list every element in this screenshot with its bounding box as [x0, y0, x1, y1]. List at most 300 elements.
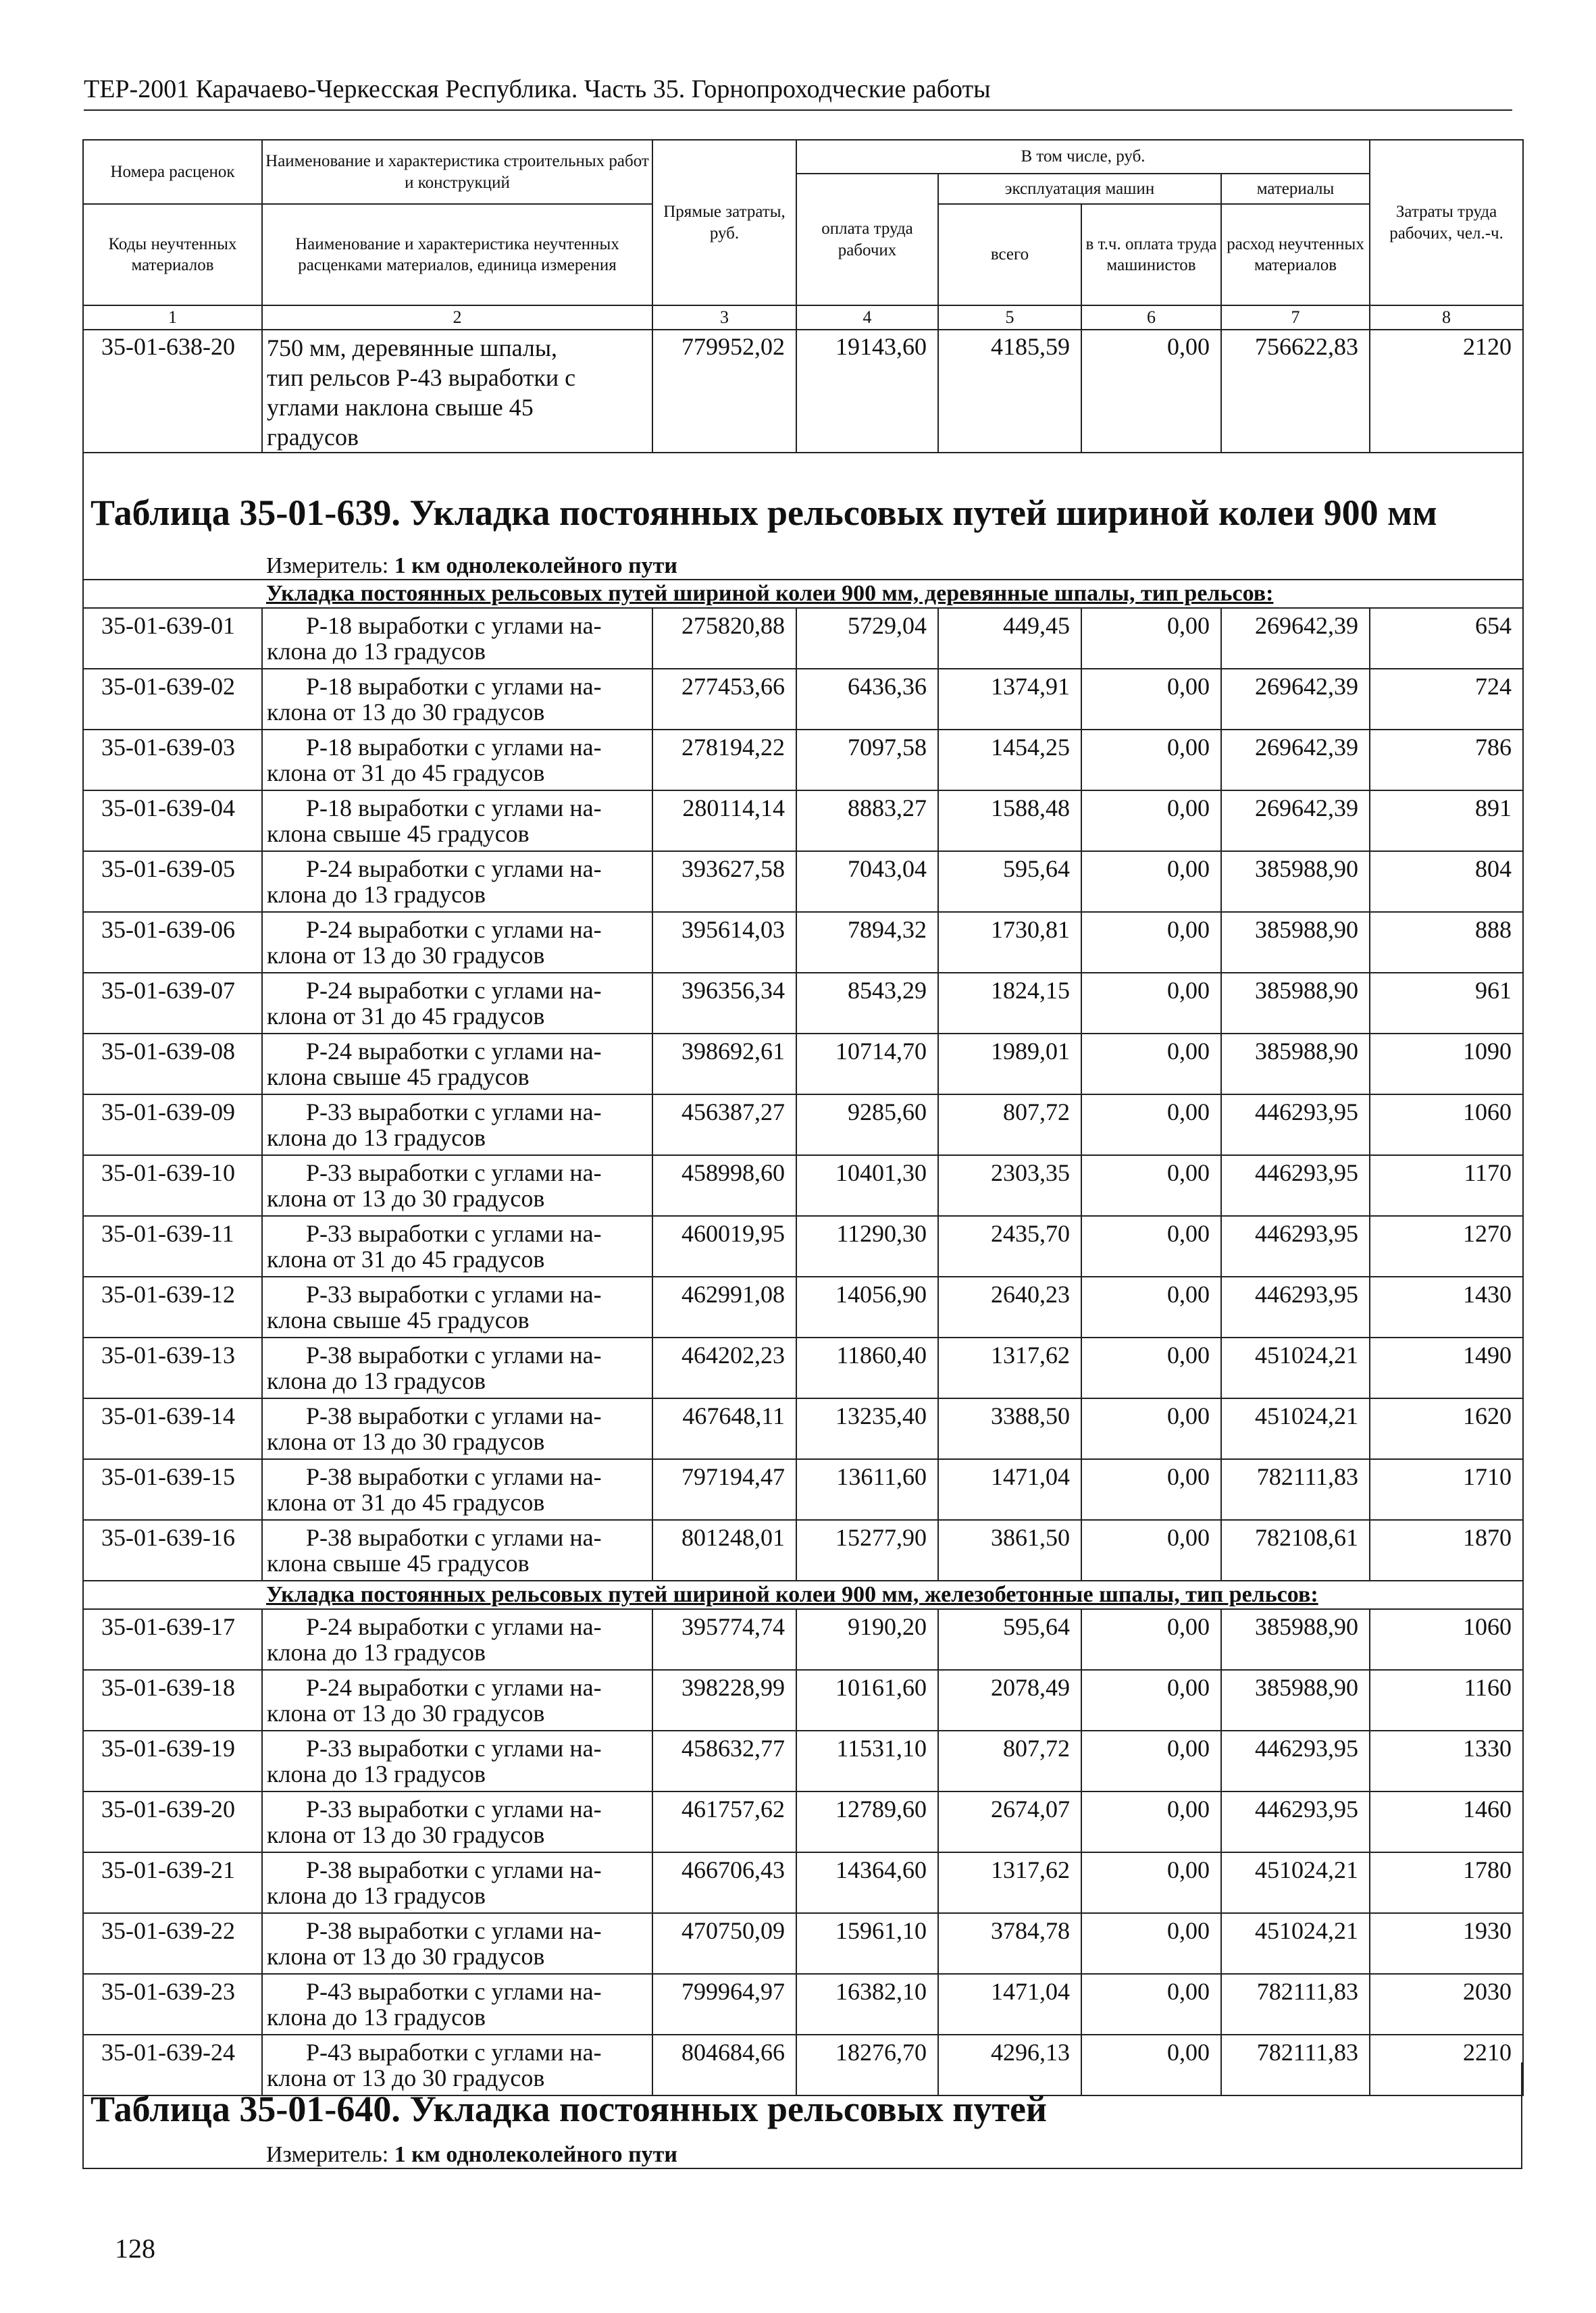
rate-description	[262, 1459, 652, 1520]
direct-costs-value: 801248,01	[652, 1520, 796, 1581]
group-title: Укладка постоянных рельсовых путей шириной колеи 900 мм, деревянные шпалы, тип рельсов:	[266, 581, 1274, 606]
rate-code: 35-01-638-20	[83, 330, 262, 453]
materials-value: 269642,39	[1221, 608, 1370, 669]
description-line: 750 мм, деревянные шпалы,	[267, 334, 558, 361]
table-row	[83, 1670, 1523, 1731]
machinist-wages-value: 0,00	[1081, 1034, 1221, 1094]
machine-total-value: 1317,62	[938, 1338, 1081, 1398]
column-number: 3	[652, 305, 796, 330]
direct-costs-value: 467648,11	[652, 1398, 796, 1459]
direct-costs-value: 470750,09	[652, 1913, 796, 1974]
table-row	[83, 669, 1523, 730]
labor-costs-value: 2120	[1370, 330, 1523, 453]
direct-costs-value: 395614,03	[652, 912, 796, 973]
description-line: Р-24 выработки с углами на-	[306, 977, 602, 1004]
worker-wages-value: 5729,04	[796, 608, 938, 669]
header-direct-costs: Прямые затраты, руб.	[652, 140, 796, 305]
description-line: Р-18 выработки с углами на-	[306, 612, 602, 639]
description-line: Р-24 выработки с углами на-	[306, 855, 602, 882]
description-line: клона от 31 до 45 градусов	[267, 1489, 545, 1516]
direct-costs-value: 462991,08	[652, 1277, 796, 1338]
machine-total-value: 4296,13	[938, 2035, 1081, 2095]
group-title: Укладка постоянных рельсовых путей шириной колеи 900 мм, железобетонные шпалы, тип рельсов:	[266, 1582, 1318, 1607]
labor-costs-value: 1430	[1370, 1277, 1523, 1338]
materials-value: 385988,90	[1221, 851, 1370, 912]
machine-total-value: 1730,81	[938, 912, 1081, 973]
machine-total-value: 2640,23	[938, 1277, 1081, 1338]
machine-total-value: 1824,15	[938, 973, 1081, 1034]
rate-description	[262, 1155, 652, 1216]
header-unaccounted-material-name: Наименование и характеристика неучтенных расценками материалов, единица измерения	[262, 204, 652, 305]
labor-costs-value: 2030	[1370, 1974, 1523, 2035]
main-table	[82, 139, 1524, 2096]
header-labor-costs: Затраты труда рабочих, чел.-ч.	[1370, 140, 1523, 305]
rate-code: 35-01-639-11	[83, 1216, 262, 1277]
materials-value: 385988,90	[1221, 1034, 1370, 1094]
machinist-wages-value: 0,00	[1081, 2035, 1221, 2095]
machine-total-value: 807,72	[938, 1731, 1081, 1791]
machine-total-value: 3861,50	[938, 1520, 1081, 1581]
direct-costs-value: 804684,66	[652, 2035, 796, 2095]
header-machinist-wages: в т.ч. оплата труда машинистов	[1081, 204, 1221, 305]
rate-code: 35-01-639-13	[83, 1338, 262, 1398]
labor-costs-value: 1160	[1370, 1670, 1523, 1731]
machine-total-value: 807,72	[938, 1094, 1081, 1155]
machine-total-value: 595,64	[938, 851, 1081, 912]
rate-code: 35-01-639-17	[83, 1609, 262, 1670]
materials-value: 782111,83	[1221, 1974, 1370, 2035]
rate-description	[262, 790, 652, 851]
header-including: В том числе, руб.	[796, 140, 1370, 174]
machine-total-value: 1374,91	[938, 669, 1081, 730]
description-line: Р-43 выработки с углами на-	[306, 1978, 602, 2005]
worker-wages-value: 11531,10	[796, 1731, 938, 1791]
direct-costs-value: 398692,61	[652, 1034, 796, 1094]
worker-wages-value: 15277,90	[796, 1520, 938, 1581]
rate-code: 35-01-639-22	[83, 1913, 262, 1974]
machinist-wages-value: 0,00	[1081, 1731, 1221, 1791]
table-row	[83, 1338, 1523, 1398]
rate-description	[262, 730, 652, 790]
rate-code: 35-01-639-02	[83, 669, 262, 730]
description-line: Р-24 выработки с углами на-	[306, 1613, 602, 1640]
machine-total-value: 2674,07	[938, 1791, 1081, 1852]
materials-value: 269642,39	[1221, 669, 1370, 730]
table-640-measure-row	[83, 2130, 1522, 2168]
table-row	[83, 1852, 1523, 1913]
materials-value: 782108,61	[1221, 1520, 1370, 1581]
description-line: градусов	[267, 424, 359, 451]
worker-wages-value: 10161,60	[796, 1670, 938, 1731]
direct-costs-value: 393627,58	[652, 851, 796, 912]
header-material-consumption: расход неучтенных материалов	[1221, 204, 1370, 305]
description-line: клона до 13 градусов	[267, 1760, 486, 1787]
worker-wages-value: 10401,30	[796, 1155, 938, 1216]
worker-wages-value: 16382,10	[796, 1974, 938, 2035]
machinist-wages-value: 0,00	[1081, 912, 1221, 973]
materials-value: 446293,95	[1221, 1791, 1370, 1852]
materials-value: 385988,90	[1221, 912, 1370, 973]
labor-costs-value: 1170	[1370, 1155, 1523, 1216]
machine-total-value: 1588,48	[938, 790, 1081, 851]
description-line: тип рельсов Р-43 выработки с	[267, 364, 576, 391]
labor-costs-value: 1490	[1370, 1338, 1523, 1398]
description-line: Р-24 выработки с углами на-	[306, 916, 602, 943]
description-line: клона до 13 градусов	[267, 1367, 486, 1394]
description-line: клона от 31 до 45 градусов	[267, 1002, 545, 1030]
description-line: Р-18 выработки с углами на-	[306, 673, 602, 700]
rate-description	[262, 973, 652, 1034]
page-header: ТЕР-2001 Карачаево-Черкесская Республика. Часть 35. Горнопроходческие работы	[84, 74, 1512, 111]
materials-value: 446293,95	[1221, 1094, 1370, 1155]
materials-value: 385988,90	[1221, 1609, 1370, 1670]
materials-value: 446293,95	[1221, 1216, 1370, 1277]
header-machine-operation: эксплуатация машин	[938, 174, 1221, 204]
table-row	[83, 608, 1523, 669]
rate-description	[262, 669, 652, 730]
labor-costs-value: 1780	[1370, 1852, 1523, 1913]
description-line: Р-18 выработки с углами на-	[306, 794, 602, 821]
machine-total-value: 2303,35	[938, 1155, 1081, 1216]
machine-total-value: 1989,01	[938, 1034, 1081, 1094]
table-row	[83, 851, 1523, 912]
group-header-row	[83, 1581, 1523, 1609]
table-640-title-row	[83, 2062, 1522, 2130]
table-row	[83, 1791, 1523, 1852]
machine-total-value: 4185,59	[938, 330, 1081, 453]
description-line: клона от 13 до 30 градусов	[267, 2064, 545, 2091]
table-639-body	[83, 580, 1523, 2095]
description-line: Р-24 выработки с углами на-	[306, 1674, 602, 1701]
materials-value: 446293,95	[1221, 1155, 1370, 1216]
description-line: клона до 13 градусов	[267, 1882, 486, 1909]
worker-wages-value: 18276,70	[796, 2035, 938, 2095]
header-rate-numbers: Номера расценок	[83, 140, 262, 204]
description-line: Р-38 выработки с углами на-	[306, 1524, 602, 1551]
worker-wages-value: 13611,60	[796, 1459, 938, 1520]
description-line: клона от 13 до 30 градусов	[267, 942, 545, 969]
machinist-wages-value: 0,00	[1081, 1155, 1221, 1216]
rate-code: 35-01-639-01	[83, 608, 262, 669]
column-number: 1	[83, 305, 262, 330]
table-row	[83, 1398, 1523, 1459]
direct-costs-value: 398228,99	[652, 1670, 796, 1731]
rate-code: 35-01-639-16	[83, 1520, 262, 1581]
description-line: Р-38 выработки с углами на-	[306, 1856, 602, 1883]
description-line: Р-33 выработки с углами на-	[306, 1098, 602, 1125]
labor-costs-value: 1330	[1370, 1731, 1523, 1791]
rate-code: 35-01-639-04	[83, 790, 262, 851]
labor-costs-value: 1870	[1370, 1520, 1523, 1581]
rate-description	[262, 1216, 652, 1277]
column-number: 5	[938, 305, 1081, 330]
machinist-wages-value: 0,00	[1081, 973, 1221, 1034]
description-line: Р-38 выработки с углами на-	[306, 1342, 602, 1369]
description-line: Р-24 выработки с углами на-	[306, 1038, 602, 1065]
header-material-codes: Коды неучтенных материалов	[83, 204, 262, 305]
rate-description	[262, 1974, 652, 2035]
description-line: Р-18 выработки с углами на-	[306, 734, 602, 761]
rate-description	[262, 1670, 652, 1731]
worker-wages-value: 14056,90	[796, 1277, 938, 1338]
machine-total-value: 595,64	[938, 1609, 1081, 1670]
machinist-wages-value: 0,00	[1081, 608, 1221, 669]
materials-value: 446293,95	[1221, 1277, 1370, 1338]
column-numbers-row	[83, 305, 1523, 330]
machinist-wages-value: 0,00	[1081, 1974, 1221, 2035]
machinist-wages-value: 0,00	[1081, 330, 1221, 453]
description-line: Р-33 выработки с углами на-	[306, 1281, 602, 1308]
description-line: клона от 31 до 45 градусов	[267, 1246, 545, 1273]
table-639-title: Таблица 35-01-639. Укладка постоянных рельсовых путей шириной колеи 900 мм	[91, 492, 1437, 533]
description-line: клона до 13 градусов	[267, 2004, 486, 2031]
machinist-wages-value: 0,00	[1081, 1338, 1221, 1398]
machine-total-value: 2078,49	[938, 1670, 1081, 1731]
worker-wages-value: 12789,60	[796, 1791, 938, 1852]
direct-costs-value: 464202,23	[652, 1338, 796, 1398]
description-line: Р-38 выработки с углами на-	[306, 1463, 602, 1490]
labor-costs-value: 1930	[1370, 1913, 1523, 1974]
machinist-wages-value: 0,00	[1081, 1852, 1221, 1913]
rate-description	[262, 1338, 652, 1398]
rate-description	[262, 608, 652, 669]
description-line: Р-33 выработки с углами на-	[306, 1220, 602, 1247]
materials-value: 451024,21	[1221, 1913, 1370, 1974]
description-line: клона от 13 до 30 градусов	[267, 1700, 545, 1727]
description-line: клона до 13 градусов	[267, 1124, 486, 1151]
description-line: клона до 13 градусов	[267, 1639, 486, 1666]
description-line: клона до 13 градусов	[267, 638, 486, 665]
machinist-wages-value: 0,00	[1081, 1216, 1221, 1277]
table-row	[83, 912, 1523, 973]
group-header-row	[83, 580, 1523, 608]
materials-value: 756622,83	[1221, 330, 1370, 453]
worker-wages-value: 11290,30	[796, 1216, 938, 1277]
description-line: клона свыше 45 градусов	[267, 1306, 530, 1333]
column-number: 7	[1221, 305, 1370, 330]
direct-costs-value: 799964,97	[652, 1974, 796, 2035]
labor-costs-value: 724	[1370, 669, 1523, 730]
machinist-wages-value: 0,00	[1081, 1609, 1221, 1670]
rate-code: 35-01-639-20	[83, 1791, 262, 1852]
machinist-wages-value: 0,00	[1081, 730, 1221, 790]
machine-total-value: 1317,62	[938, 1852, 1081, 1913]
direct-costs-value: 280114,14	[652, 790, 796, 851]
column-number: 6	[1081, 305, 1221, 330]
materials-value: 269642,39	[1221, 790, 1370, 851]
direct-costs-value: 396356,34	[652, 973, 796, 1034]
description-line: Р-33 выработки с углами на-	[306, 1735, 602, 1762]
measure-label: Измеритель:	[266, 2142, 389, 2167]
labor-costs-value: 1460	[1370, 1791, 1523, 1852]
rate-code: 35-01-639-19	[83, 1731, 262, 1791]
rate-description	[262, 330, 652, 453]
machine-total-value: 3784,78	[938, 1913, 1081, 1974]
labor-costs-value: 961	[1370, 973, 1523, 1034]
table-row	[83, 1459, 1523, 1520]
labor-costs-value: 1710	[1370, 1459, 1523, 1520]
rate-description	[262, 1609, 652, 1670]
description-line: Р-33 выработки с углами на-	[306, 1159, 602, 1186]
measure-value: 1 км однолеколейного пути	[394, 2142, 677, 2167]
worker-wages-value: 8543,29	[796, 973, 938, 1034]
header-worker-wages: оплата труда рабочих	[796, 174, 938, 305]
rate-code: 35-01-639-21	[83, 1852, 262, 1913]
description-line: клона до 13 градусов	[267, 881, 486, 908]
rate-code: 35-01-639-10	[83, 1155, 262, 1216]
description-line: клона свыше 45 градусов	[267, 1063, 530, 1090]
table-row	[83, 1034, 1523, 1094]
direct-costs-value: 458998,60	[652, 1155, 796, 1216]
table-row	[83, 1913, 1523, 1974]
table-row	[83, 1731, 1523, 1791]
machinist-wages-value: 0,00	[1081, 851, 1221, 912]
worker-wages-value: 9285,60	[796, 1094, 938, 1155]
direct-costs-value: 456387,27	[652, 1094, 796, 1155]
machine-total-value: 3388,50	[938, 1398, 1081, 1459]
worker-wages-value: 7043,04	[796, 851, 938, 912]
description-line: клона от 13 до 30 градусов	[267, 1185, 545, 1212]
rate-code: 35-01-639-23	[83, 1974, 262, 2035]
page-number: 128	[115, 2233, 155, 2264]
direct-costs-value: 466706,43	[652, 1852, 796, 1913]
description-line: клона от 13 до 30 градусов	[267, 1428, 545, 1455]
machinist-wages-value: 0,00	[1081, 790, 1221, 851]
materials-value: 446293,95	[1221, 1731, 1370, 1791]
measure-label: Измеритель:	[266, 553, 389, 578]
table-row	[83, 1609, 1523, 1670]
machinist-wages-value: 0,00	[1081, 1791, 1221, 1852]
table-row	[83, 1974, 1523, 2035]
rate-description	[262, 1277, 652, 1338]
worker-wages-value: 9190,20	[796, 1609, 938, 1670]
rate-description	[262, 912, 652, 973]
labor-costs-value: 1270	[1370, 1216, 1523, 1277]
rate-description	[262, 851, 652, 912]
machinist-wages-value: 0,00	[1081, 1670, 1221, 1731]
materials-value: 269642,39	[1221, 730, 1370, 790]
table-640	[82, 2062, 1522, 2169]
machine-total-value: 1471,04	[938, 1974, 1081, 2035]
description-line: клона от 13 до 30 градусов	[267, 1821, 545, 1848]
description-line: углами наклона свыше 45	[267, 394, 534, 421]
rate-code: 35-01-639-05	[83, 851, 262, 912]
direct-costs-value: 278194,22	[652, 730, 796, 790]
machine-total-value: 449,45	[938, 608, 1081, 669]
description-line: клона от 31 до 45 градусов	[267, 759, 545, 786]
rate-code: 35-01-639-08	[83, 1034, 262, 1094]
header-materials: материалы	[1221, 174, 1370, 204]
labor-costs-value: 2210	[1370, 2035, 1523, 2095]
rate-code: 35-01-639-09	[83, 1094, 262, 1155]
table-row	[83, 1277, 1523, 1338]
labor-costs-value: 1060	[1370, 1609, 1523, 1670]
direct-costs-value: 461757,62	[652, 1791, 796, 1852]
materials-value: 385988,90	[1221, 973, 1370, 1034]
direct-costs-value: 797194,47	[652, 1459, 796, 1520]
rate-description	[262, 1731, 652, 1791]
worker-wages-value: 13235,40	[796, 1398, 938, 1459]
materials-value: 782111,83	[1221, 2035, 1370, 2095]
machine-total-value: 1471,04	[938, 1459, 1081, 1520]
worker-wages-value: 8883,27	[796, 790, 938, 851]
materials-value: 385988,90	[1221, 1670, 1370, 1731]
labor-costs-value: 891	[1370, 790, 1523, 851]
worker-wages-value: 7097,58	[796, 730, 938, 790]
table-row	[83, 790, 1523, 851]
rate-code: 35-01-639-03	[83, 730, 262, 790]
labor-costs-value: 654	[1370, 608, 1523, 669]
worker-wages-value: 11860,40	[796, 1338, 938, 1398]
materials-value: 451024,21	[1221, 1852, 1370, 1913]
table-640-title: Таблица 35-01-640. Укладка постоянных рельсовых путей	[91, 2089, 1048, 2129]
direct-costs-value: 275820,88	[652, 608, 796, 669]
rate-description	[262, 1034, 652, 1094]
table-row	[83, 1155, 1523, 1216]
direct-costs-value: 460019,95	[652, 1216, 796, 1277]
rate-code: 35-01-639-15	[83, 1459, 262, 1520]
labor-costs-value: 1620	[1370, 1398, 1523, 1459]
measure-value: 1 км однолеколейного пути	[394, 553, 677, 578]
machinist-wages-value: 0,00	[1081, 1913, 1221, 1974]
rate-code: 35-01-639-14	[83, 1398, 262, 1459]
worker-wages-value: 15961,10	[796, 1913, 938, 1974]
direct-costs-value: 458632,77	[652, 1731, 796, 1791]
header-work-name: Наименование и характеристика строительных работ и конструкций	[262, 140, 652, 204]
rate-description	[262, 1791, 652, 1852]
materials-value: 451024,21	[1221, 1398, 1370, 1459]
direct-costs-value: 395774,74	[652, 1609, 796, 1670]
description-line: клона от 13 до 30 градусов	[267, 1943, 545, 1970]
column-number: 8	[1370, 305, 1523, 330]
machine-total-value: 2435,70	[938, 1216, 1081, 1277]
description-line: Р-38 выработки с углами на-	[306, 1402, 602, 1429]
rate-code: 35-01-639-12	[83, 1277, 262, 1338]
table-row	[83, 973, 1523, 1034]
rate-code: 35-01-639-07	[83, 973, 262, 1034]
table-639-title-row	[83, 453, 1523, 548]
worker-wages-value: 6436,36	[796, 669, 938, 730]
rate-code: 35-01-639-24	[83, 2035, 262, 2095]
rate-code: 35-01-639-18	[83, 1670, 262, 1731]
header-total: всего	[938, 204, 1081, 305]
table-row	[83, 1216, 1523, 1277]
labor-costs-value: 1060	[1370, 1094, 1523, 1155]
rate-description	[262, 1913, 652, 1974]
rate-description	[262, 1398, 652, 1459]
worker-wages-value: 7894,32	[796, 912, 938, 973]
rate-description	[262, 1520, 652, 1581]
description-line: Р-38 выработки с углами на-	[306, 1917, 602, 1944]
machinist-wages-value: 0,00	[1081, 669, 1221, 730]
machine-total-value: 1454,25	[938, 730, 1081, 790]
machinist-wages-value: 0,00	[1081, 1094, 1221, 1155]
rate-description	[262, 1094, 652, 1155]
description-line: клона свыше 45 градусов	[267, 820, 530, 847]
direct-costs-value: 779952,02	[652, 330, 796, 453]
table-639-measure-row	[83, 548, 1523, 580]
column-number: 4	[796, 305, 938, 330]
description-line: клона от 13 до 30 градусов	[267, 698, 545, 726]
machinist-wages-value: 0,00	[1081, 1459, 1221, 1520]
table-row-carryover	[83, 330, 1523, 453]
column-number: 2	[262, 305, 652, 330]
table-row	[83, 1094, 1523, 1155]
materials-value: 451024,21	[1221, 1338, 1370, 1398]
materials-value: 782111,83	[1221, 1459, 1370, 1520]
rate-code: 35-01-639-06	[83, 912, 262, 973]
labor-costs-value: 888	[1370, 912, 1523, 973]
